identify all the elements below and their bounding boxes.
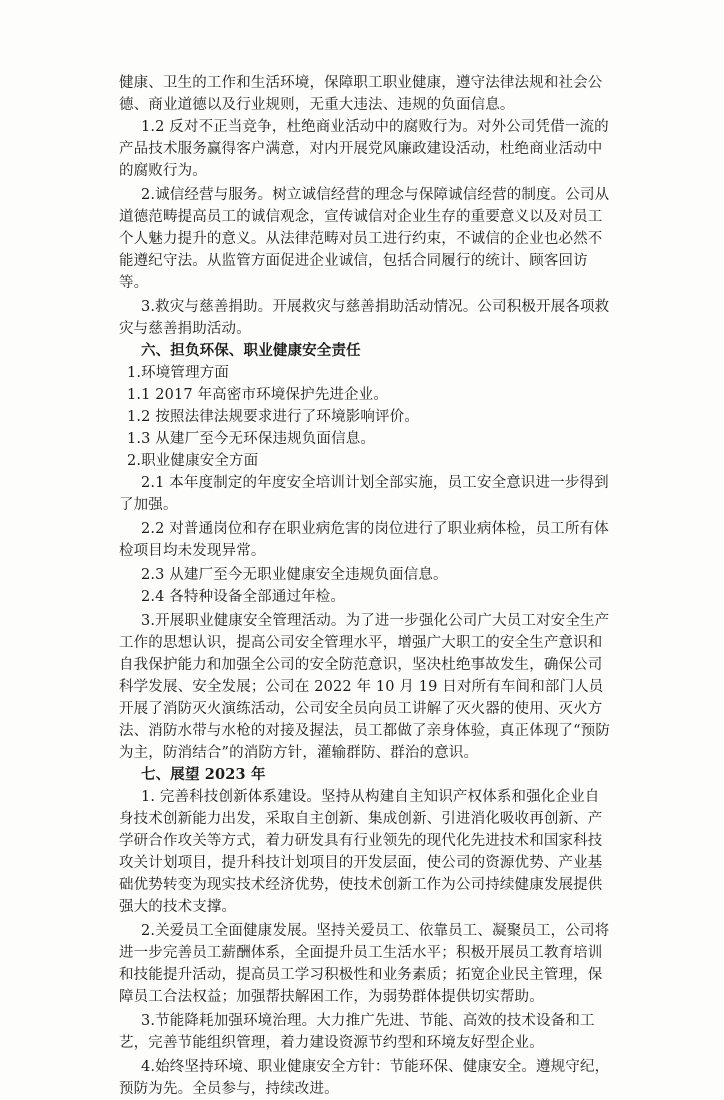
paragraph-safety-activities: 3.开展职业健康安全管理活动。为了进一步强化公司广大员工对安全生产工作的思想认识，提高公司安全管理水平，增强广大职工的安全生产意识和自我保护能力和加强全公司的安全防范意识，坚决杜绝事故发生，确保公司科学发展、安全发展；公司在 2022 年 10 月 19 日对所有车间和部门人员开展了消防灭火演练活动，公司安全员向员工讲解了灭火器的使用、灭火方法、消防水带与水枪的对接及握法，员工都做了亲身体验，真正体现了“预防为主，防消结合”的消防方针，灌输群防、群治的意识。 xyxy=(119,613,611,761)
item-2-4: 2.4 各特种设备全部通过年检。 xyxy=(141,589,346,605)
item-1-2: 1.2 按照法律法规要求进行了环境影响评价。 xyxy=(127,409,419,425)
outlook-item-3: 3.节能降耗加强环境治理。大力推广先进、节能、高效的技术设备和工艺，完善节能组织管理，着力建设资源节约型和环境友好型企业。 xyxy=(119,1013,595,1051)
section-heading-7: 七、展望 2023 年 xyxy=(141,766,266,783)
paragraph-continuation: 健康、卫生的工作和生活环境，保障职工职业健康，遵守法律法规和社会公德、商业道德以及行业规则，无重大违法、违规的负面信息。 xyxy=(119,75,603,113)
outlook-item-4: 4.始终坚持环境、职业健康安全方针：节能环保、健康安全。遵规守纪，预防为先。全员参与，持续改进。 xyxy=(119,1059,610,1097)
outlook-item-2: 2.关爱员工全面健康发展。坚持关爱员工、依靠员工、凝聚员工，公司将进一步完善员工薪酬体系，全面提升员工生活水平；积极开展员工教育培训和技能提升活动，提高员工学习积极性和业务素质；拓宽企业民主管理，保障员工合法权益；加强帮扶解困工作，为弱势群体提供切实帮助。 xyxy=(119,923,610,1005)
item-1-3: 1.3 从建厂至今无环保违规负面信息。 xyxy=(127,431,376,447)
item-2-1: 2.1 本年度制定的年度安全培训计划全部实施，员工安全意识进一步得到了加强。 xyxy=(119,475,609,513)
subheading-health-safety: 2.职业健康安全方面 xyxy=(127,453,259,469)
paragraph-integrity: 2.诚信经营与服务。树立诚信经营的理念与保障诚信经营的制度。公司从道德范畴提高员工的诚信观念，宣传诚信对企业生存的重要意义以及对员工个人魅力提升的意义。从法律范畴对员工进行约束，不诚信的企业也必然不能遵纪守法。从监管方面促进企业诚信，包括合同履行的统计、顾客回访等。 xyxy=(119,187,610,291)
item-2-2: 2.2 对普通岗位和存在职业病危害的岗位进行了职业病体检，员工所有体检项目均未发现异常。 xyxy=(119,521,609,559)
subheading-environment: 1.环境管理方面 xyxy=(127,365,230,381)
paragraph-charity: 3.救灾与慈善捐助。开展救灾与慈善捐助活动情况。公司积极开展各项救灾与慈善捐助活动。 xyxy=(119,299,610,337)
item-2-3: 2.3 从建厂至今无职业健康安全违规负面信息。 xyxy=(141,567,448,583)
outlook-item-1: 1. 完善科技创新体系建设。坚持从构建自主知识产权体系和强化企业自身技术创新能力出发，采取自主创新、集成创新、引进消化吸收再创新、产学研合作攻关等方式，着力研发具有行业领先的现代化先进技术和国家科技攻关计划项目，提升科技计划项目的开发层面，使公司的资源优势、产业基础优势转变为现实技术经济优势，使技术创新工作为公司持续健康发展提供强大的技术支撑。 xyxy=(119,789,603,915)
section-heading-6: 六、担负环保、职业健康安全责任 xyxy=(141,342,361,359)
document-body xyxy=(119,72,611,1100)
paragraph-1-2: 1.2 反对不正当竞争，杜绝商业活动中的腐败行为。对外公司凭借一流的产品技术服务赢得客户满意，对内开展党风廉政建设活动，杜绝商业活动中的腐败行为。 xyxy=(119,119,609,179)
item-1-1: 1.1 2017 年高密市环境保护先进企业。 xyxy=(127,387,388,403)
